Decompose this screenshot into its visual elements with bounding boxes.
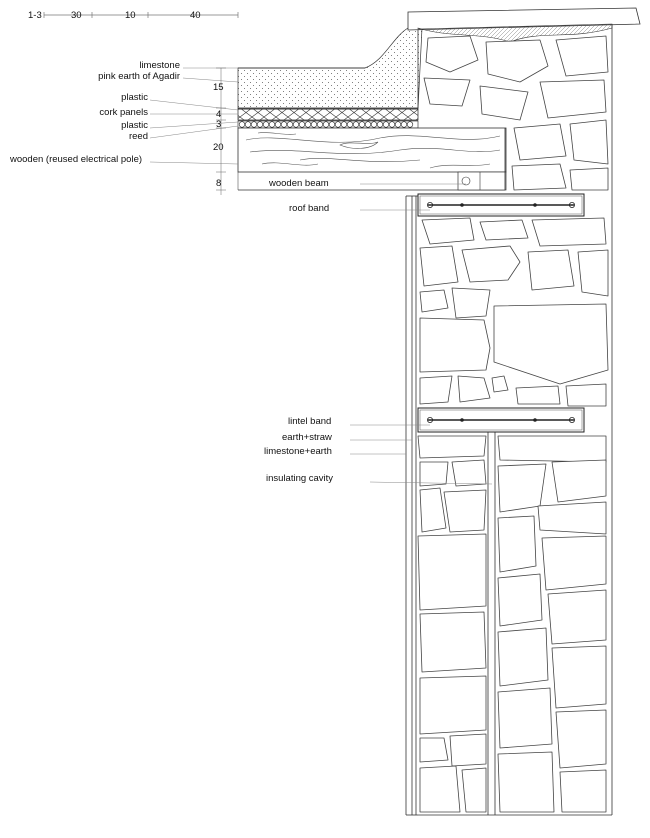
label-limestone: limestone xyxy=(139,60,180,71)
label-limestone-earth: limestone+earth xyxy=(264,446,332,457)
label-earth-straw: earth+straw xyxy=(282,432,332,443)
label-plastic-bottom: plastic xyxy=(121,120,148,131)
label-cork-panels: cork panels xyxy=(99,107,148,118)
dimension-4: 4 xyxy=(216,109,222,120)
scale-label-4: 40 xyxy=(190,10,201,21)
label-wooden-beam: wooden beam xyxy=(269,178,329,189)
roof-band-detail xyxy=(418,194,584,216)
dimension-3: 3 xyxy=(216,119,222,130)
pink-earth-layer xyxy=(238,28,422,109)
wooden-pole xyxy=(238,128,506,172)
scale-label-3: 10 xyxy=(125,10,136,21)
cork-panels-layer xyxy=(238,109,418,120)
label-plastic-top: plastic xyxy=(121,92,148,103)
dimension-8: 8 xyxy=(216,178,222,189)
label-roof-band: roof band xyxy=(289,203,330,214)
label-lintel-band: lintel band xyxy=(288,416,332,427)
label-insulating-cavity: insulating cavity xyxy=(266,473,334,484)
dimension-20: 20 xyxy=(213,142,224,153)
lintel-band-detail xyxy=(418,408,584,432)
scale-label-2: 30 xyxy=(71,10,82,21)
label-pink-earth: pink earth of Agadir xyxy=(98,71,180,82)
label-reed: reed xyxy=(128,131,148,142)
scale-label-1: 1-3 xyxy=(28,10,42,21)
label-wooden-pole: wooden (reused electrical pole) xyxy=(10,154,143,165)
dimension-15: 15 xyxy=(213,82,224,93)
